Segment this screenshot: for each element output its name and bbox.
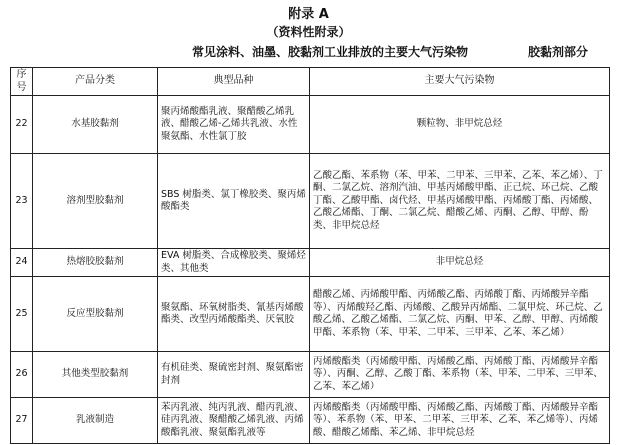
col-header-varieties: 典型品种 xyxy=(158,68,310,96)
row-pollutants: 乙酸乙酯、苯系物（苯、甲苯、二甲苯、三甲苯、乙苯、苯乙烯）、丁酮、二氯乙烷、溶剂汽油、甲基丙烯酸甲酯、正己烷、环己烷、乙酸丁酯、乙酸甲酯、卤代烃、甲基丙烯酸甲酯、丙烯酸丁酯、丙烯酸、乙酸乙烯酯、丁酮、二氯乙烷、醋酸乙烯、丙酮、乙醇、甲醇、酚类、非甲烷总烃 xyxy=(310,154,610,249)
row-varieties: 有机硅类、聚硫密封剂、聚氨酯密封剂 xyxy=(158,352,310,398)
row-no: 25 xyxy=(11,277,33,352)
row-varieties: 苯丙乳液、纯丙乳液、醋丙乳液、硅丙乳液、聚醋酸乙烯乳液、丙烯酸酯乳液、聚氨酯乳液等 xyxy=(158,398,310,444)
row-category: 乳液制造 xyxy=(33,398,158,444)
table-row xyxy=(11,398,610,444)
row-varieties: 聚丙烯酸酯乳液、聚醋酸乙烯乳液、醋酸乙烯-乙烯共乳液、水性聚氨酯、水性氯丁胶 xyxy=(158,96,310,154)
row-pollutants: 非甲烷总烃 xyxy=(310,249,610,277)
row-category: 溶剂型胶黏剂 xyxy=(33,154,158,249)
row-varieties: 聚氨酯、环氧树脂类、氰基丙烯酸酯类、改型丙烯酸酯类、厌氧胶 xyxy=(158,277,310,352)
row-no: 24 xyxy=(11,249,33,277)
row-no: 26 xyxy=(11,352,33,398)
table-row xyxy=(11,96,610,154)
table-header-row xyxy=(11,68,610,96)
section-label: 胶黏剂部分 xyxy=(527,45,588,59)
table-row xyxy=(11,249,610,277)
row-category: 热熔胶胶黏剂 xyxy=(33,249,158,277)
row-category: 其他类型胶黏剂 xyxy=(33,352,158,398)
table-title: 常见涂料、油墨、胶黏剂工业排放的主要大气污染物 xyxy=(191,45,468,59)
col-header-no: 序号 xyxy=(11,68,33,96)
col-header-category: 产品分类 xyxy=(33,68,158,96)
row-pollutants: 丙烯酸酯类（丙烯酸甲酯、丙烯酸乙酯、丙烯酸丁酯、丙烯酸异辛酯等）、苯系物（苯、甲苯、二甲苯、三甲苯、乙苯、苯乙烯等）、丙烯酸、醋酸乙烯酯、苯乙烯、非甲烷总烃 xyxy=(310,398,610,444)
row-no: 23 xyxy=(11,154,33,249)
row-no: 22 xyxy=(11,96,33,154)
row-pollutants: 醋酸乙烯、丙烯酸甲酯、丙烯酸乙酯、丙烯酸丁酯、丙烯酸异辛酯等）、丙烯酸羟乙酯、丙烯酸、乙酸异丙烯酯、二氯甲烷、环己烷、乙酸乙烯、乙酸乙烯酯、二氯乙烷、丙酮、甲苯、乙醇、甲醇、丙烯酸甲酯、苯系物（苯、甲苯、二甲苯、三甲苯、乙苯、苯乙烯） xyxy=(310,277,610,352)
row-varieties: SBS 树脂类、氯丁橡胶类、聚丙烯酸酯类 xyxy=(158,154,310,249)
appendix-note: （资料性附录） xyxy=(266,25,351,39)
col-header-pollutants: 主要大气污染物 xyxy=(310,68,610,96)
appendix-heading: 附录 A xyxy=(288,7,329,22)
row-pollutants: 丙烯酸酯类（丙烯酸甲酯、丙烯酸乙酯、丙烯酸丁酯、丙烯酸异辛酯等）、丙酮、乙醇、乙酸丁酯、苯系物（苯、甲苯、二甲苯、三甲苯、乙苯、苯乙烯） xyxy=(310,352,610,398)
row-no: 27 xyxy=(11,398,33,444)
row-pollutants: 颗粒物、非甲烷总烃 xyxy=(310,96,610,154)
row-category: 水基胶黏剂 xyxy=(33,96,158,154)
row-varieties: EVA 树脂类、合成橡胶类、聚烯烃类、其他类 xyxy=(158,249,310,277)
table-row xyxy=(11,154,610,249)
table-row xyxy=(11,277,610,352)
table-row xyxy=(11,352,610,398)
row-category: 反应型胶黏剂 xyxy=(33,277,158,352)
pollutant-table xyxy=(10,67,610,444)
